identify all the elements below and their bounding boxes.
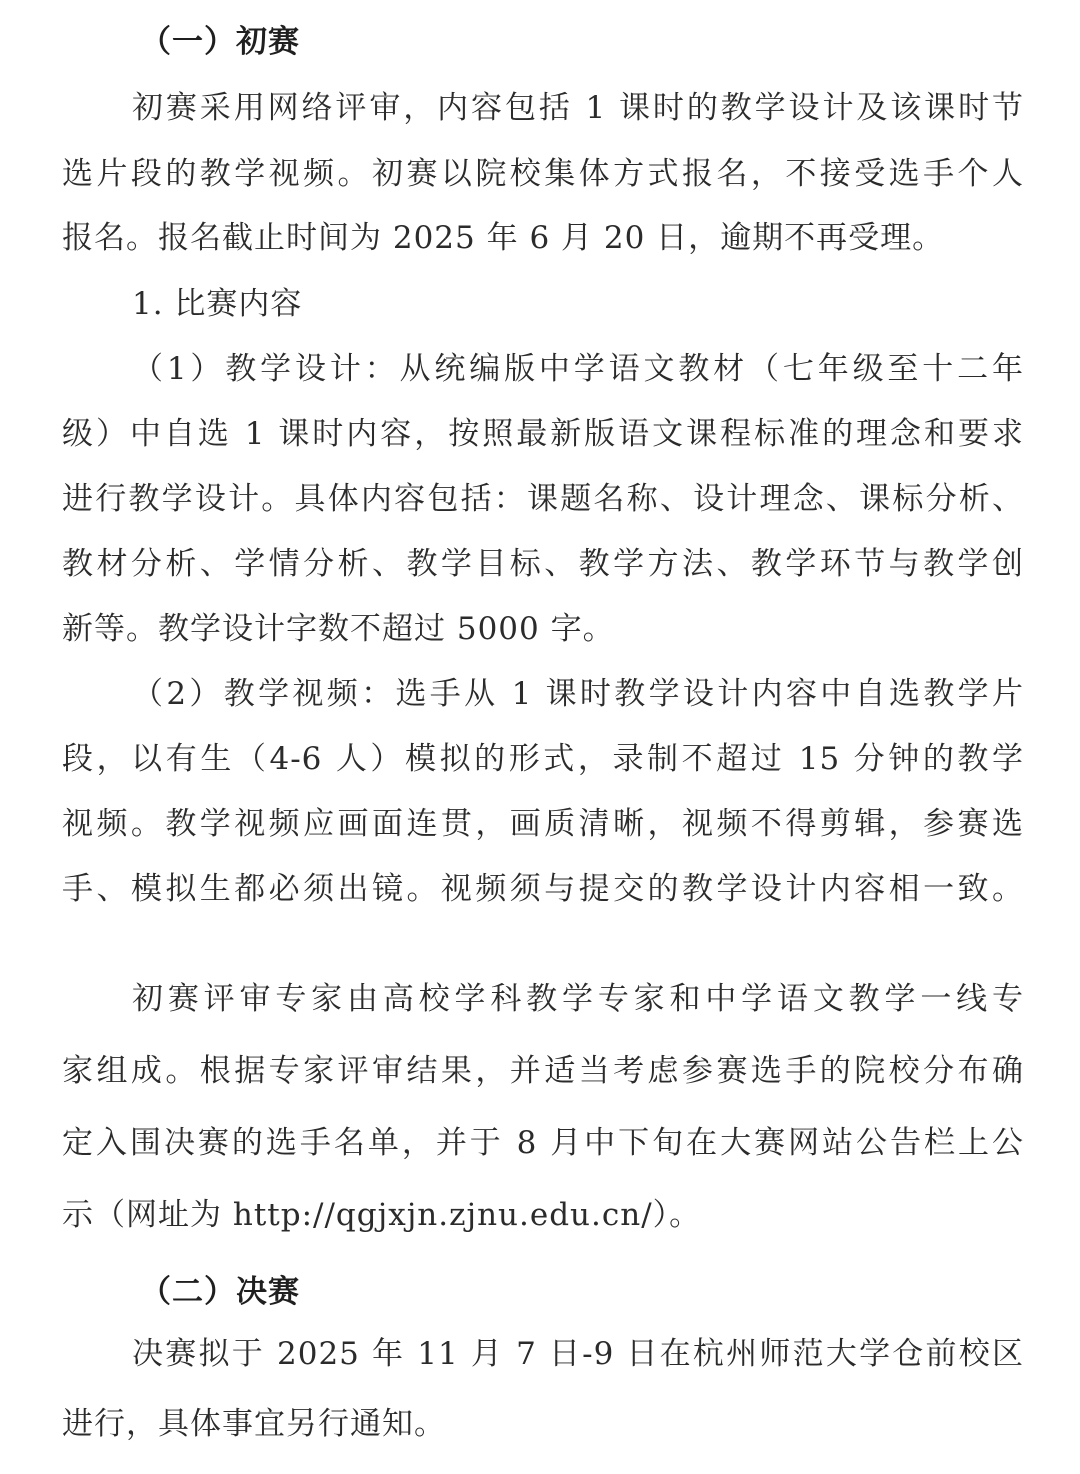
item-teaching-design-line: （1）教学设计：从统编版中学语文教材（七年级至十二年 — [132, 351, 1024, 387]
item-teaching-video-line: 视频。教学视频应画面连贯，画质清晰，视频不得剪辑，参赛选 — [62, 806, 1024, 842]
paragraph-line: 选片段的教学视频。初赛以院校集体方式报名，不接受选手个人 — [62, 156, 1024, 192]
section-heading-preliminary: （一）初赛 — [140, 24, 300, 60]
review-paragraph-line: 示（网址为 http://qgjxjn.zjnu.edu.cn/）。 — [62, 1197, 702, 1233]
item-teaching-design-line: 新等。教学设计字数不超过 5000 字。 — [62, 611, 615, 647]
item-teaching-design-line: 进行教学设计。具体内容包括：课题名称、设计理念、课标分析、 — [62, 481, 1024, 517]
paragraph-line: 报名。报名截止时间为 2025 年 6 月 20 日，逾期不再受理。 — [62, 220, 945, 256]
review-paragraph-line: 定入围决赛的选手名单，并于 8 月中下旬在大赛网站公告栏上公 — [62, 1125, 1024, 1161]
section-heading-final: （二）决赛 — [140, 1274, 300, 1310]
review-paragraph-line: 初赛评审专家由高校学科教学专家和中学语文教学一线专 — [132, 981, 1024, 1017]
paragraph-line: 初赛采用网络评审，内容包括 1 课时的教学设计及该课时节 — [132, 90, 1024, 126]
item-teaching-design-line: 教材分析、学情分析、教学目标、教学方法、教学环节与教学创 — [62, 546, 1024, 582]
review-paragraph-line: 家组成。根据专家评审结果，并适当考虑参赛选手的院校分布确 — [62, 1053, 1024, 1089]
item-teaching-design-line: 级）中自选 1 课时内容，按照最新版语文课程标准的理念和要求 — [62, 416, 1024, 452]
final-paragraph-line: 决赛拟于 2025 年 11 月 7 日-9 日在杭州师范大学仓前校区 — [132, 1336, 1024, 1372]
item-teaching-video-line: （2）教学视频：选手从 1 课时教学设计内容中自选教学片 — [132, 676, 1024, 712]
item-teaching-video-line: 手、模拟生都必须出镜。视频须与提交的教学设计内容相一致。 — [62, 871, 1024, 907]
subheading-competition-content: 1. 比赛内容 — [132, 286, 303, 322]
final-paragraph-line: 进行，具体事宜另行通知。 — [62, 1406, 446, 1442]
item-teaching-video-line: 段，以有生（4-6 人）模拟的形式，录制不超过 15 分钟的教学 — [62, 741, 1024, 777]
